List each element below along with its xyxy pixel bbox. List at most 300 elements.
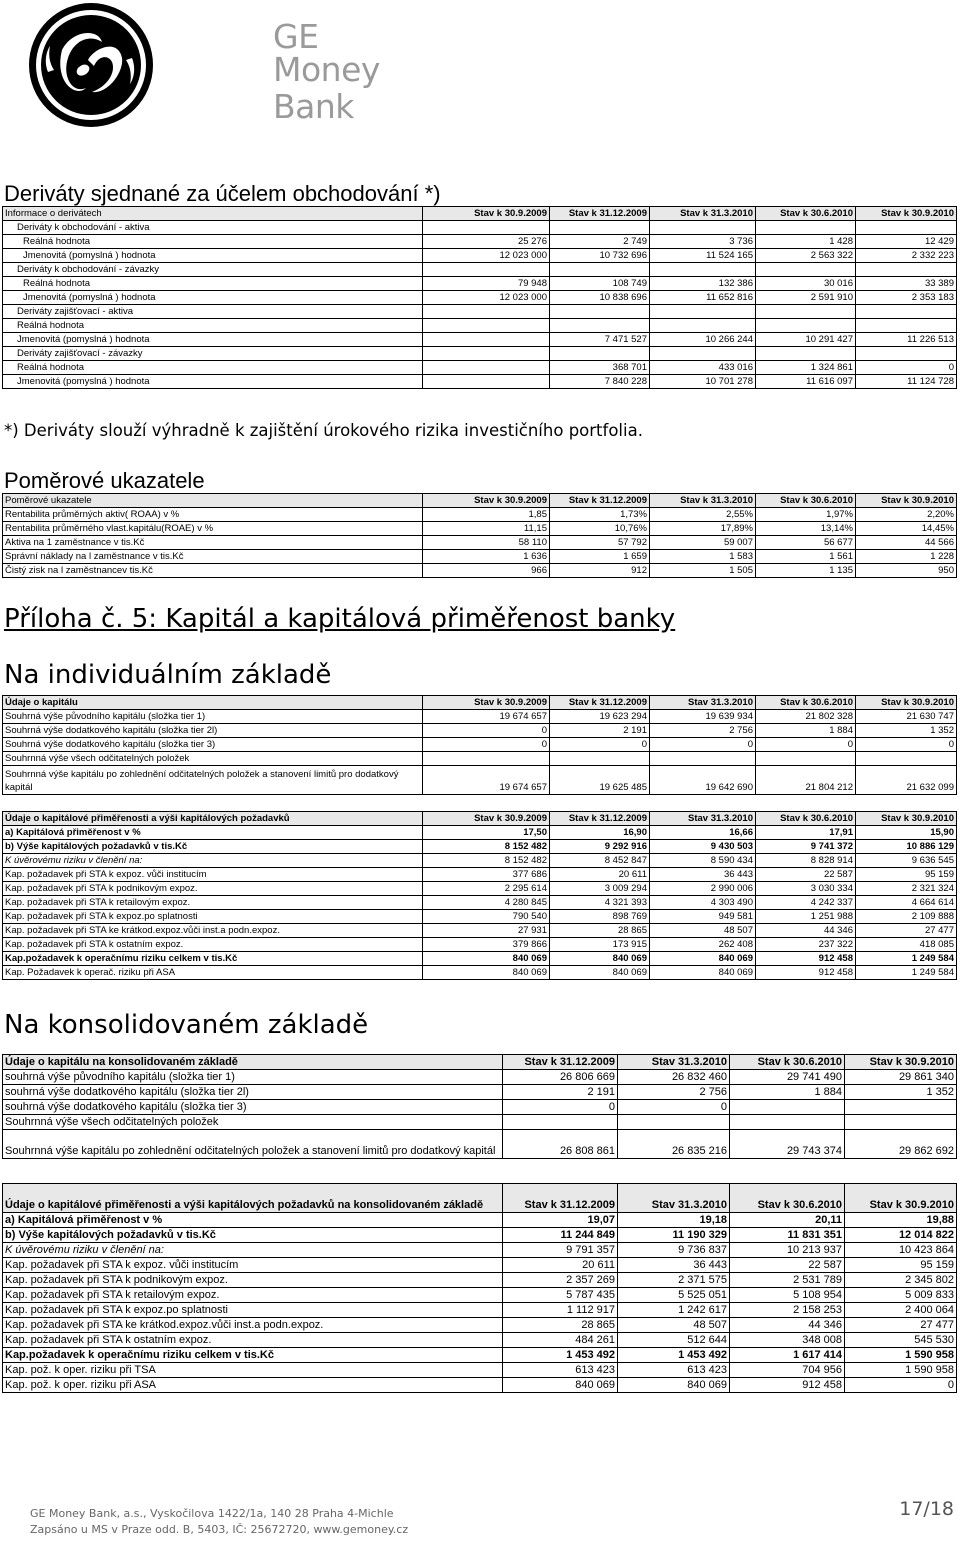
row-value: 17,89% (650, 522, 756, 536)
row-value (756, 221, 856, 235)
row-value: 418 085 (856, 938, 957, 952)
row-value: 19,88 (845, 1213, 957, 1228)
row-label: Souhrnná výše kapitálu po zohlednění odčitatelných položek a stanovení limitů pro dodatkový kapitál (3, 766, 423, 795)
row-label: Souhrná výše dodatkového kapitálu (složka tier 3) (3, 738, 423, 752)
row-value: 377 686 (423, 868, 550, 882)
table-header (3, 207, 957, 221)
row-value: 20 611 (550, 868, 650, 882)
row-value: Stav k 30.6.2010 (730, 1184, 845, 1213)
row-label: Jmenovitá (pomyslná ) hodnota (3, 249, 423, 263)
row-value: 44 566 (856, 536, 957, 550)
row-label: souhrná výše původního kapitálu (složka tier 1) (3, 1070, 503, 1085)
row-value: 1 884 (730, 1085, 845, 1100)
row-value: 19 674 657 (423, 710, 550, 724)
row-value: 1 453 492 (618, 1348, 730, 1363)
table-row (3, 1100, 957, 1115)
row-value: 1 583 (650, 550, 756, 564)
row-value: 9 736 837 (618, 1243, 730, 1258)
row-value: 29 861 340 (845, 1070, 957, 1085)
row-value: 0 (650, 738, 756, 752)
row-value: 7 471 527 (550, 333, 650, 347)
row-value: 5 787 435 (503, 1288, 618, 1303)
row-value: 27 931 (423, 924, 550, 938)
row-value: 9 636 545 (856, 854, 957, 868)
row-value: 2 756 (618, 1085, 730, 1100)
row-value: 2 400 064 (845, 1303, 957, 1318)
table-row (3, 1303, 957, 1318)
row-value: 108 749 (550, 277, 650, 291)
row-value (423, 319, 550, 333)
row-value: 8 828 914 (756, 854, 856, 868)
row-value: 912 458 (756, 952, 856, 966)
row-value (856, 305, 957, 319)
row-value: 173 915 (550, 938, 650, 952)
row-value: 9 741 372 (756, 840, 856, 854)
row-value: 9 791 357 (503, 1243, 618, 1258)
row-value: 1 249 584 (856, 952, 957, 966)
row-value: 2 345 802 (845, 1273, 957, 1288)
table-header (3, 812, 957, 826)
page-number: 17/18 (899, 1498, 954, 1520)
row-value (845, 1100, 957, 1115)
row-value: 840 069 (650, 966, 756, 980)
row-value: 12 429 (856, 235, 957, 249)
footer-address (30, 1506, 408, 1538)
row-value: 11 831 351 (730, 1228, 845, 1243)
row-value: 840 069 (423, 966, 550, 980)
row-value: 28 865 (503, 1318, 618, 1333)
row-value: 613 423 (618, 1363, 730, 1378)
row-value: 949 581 (650, 910, 756, 924)
row-value: 26 835 216 (618, 1130, 730, 1159)
row-label: Informace o derivátech (3, 207, 423, 221)
row-value (650, 752, 756, 766)
row-value: 48 507 (650, 924, 756, 938)
row-value: 2 295 614 (423, 882, 550, 896)
table-row (3, 952, 957, 966)
row-value: Stav k 30.9.2010 (856, 696, 957, 710)
row-value: Stav k 30.9.2009 (423, 494, 550, 508)
row-label: Reálná hodnota (3, 319, 423, 333)
row-value: 262 408 (650, 938, 756, 952)
row-value: 1 617 414 (730, 1348, 845, 1363)
row-value (550, 752, 650, 766)
row-value: 5 525 051 (618, 1288, 730, 1303)
row-value: Stav k 30.6.2010 (730, 1055, 845, 1070)
footer-line-1: GE Money Bank, a.s., Vyskočilova 1422/1a, 140 28 Praha 4-Michle (30, 1507, 394, 1520)
row-label: Jmenovitá (pomyslná ) hodnota (3, 375, 423, 389)
row-value: 21 802 328 (756, 710, 856, 724)
row-value (423, 221, 550, 235)
table-row (3, 1130, 957, 1159)
brand-name (273, 17, 428, 126)
row-value (845, 1115, 957, 1130)
appendix-title-text: Příloha č. 5: Kapitál a kapitálová přiměřenost banky (4, 604, 676, 634)
row-value (856, 319, 957, 333)
row-value: 0 (423, 738, 550, 752)
row-value: 1 453 492 (503, 1348, 618, 1363)
row-value: 27 477 (845, 1318, 957, 1333)
row-value: Stav k 30.6.2010 (756, 494, 856, 508)
row-value: 1 324 861 (756, 361, 856, 375)
row-value: 29 743 374 (730, 1130, 845, 1159)
row-value: Stav 31.3.2010 (650, 696, 756, 710)
row-label: Kap. požadavek při STA k expoz.po splatnosti (3, 910, 423, 924)
table-row (3, 1213, 957, 1228)
row-value: 0 (550, 738, 650, 752)
row-value: 33 389 (856, 277, 957, 291)
row-value: 19 674 657 (423, 766, 550, 795)
row-value: 36 443 (650, 868, 756, 882)
row-label: Aktiva na 1 zaměstnance v tis.Kč (3, 536, 423, 550)
table-row (3, 249, 957, 263)
table-row (3, 305, 957, 319)
row-value (423, 361, 550, 375)
row-value: 4 303 490 (650, 896, 756, 910)
row-value (503, 1115, 618, 1130)
row-value: 1 242 617 (618, 1303, 730, 1318)
capital-consolidated-table (2, 1054, 957, 1159)
row-value: 25 276 (423, 235, 550, 249)
row-value: 950 (856, 564, 957, 578)
row-value: 16,90 (550, 826, 650, 840)
row-value: 2 749 (550, 235, 650, 249)
row-value: 58 110 (423, 536, 550, 550)
row-label: Souhrnná výše všech odčitatelných položek (3, 1115, 503, 1130)
table-row (3, 840, 957, 854)
table-header (3, 696, 957, 710)
table-row (3, 896, 957, 910)
row-value: 1,97% (756, 508, 856, 522)
row-value: 48 507 (618, 1318, 730, 1333)
row-value (550, 221, 650, 235)
row-value: 912 458 (730, 1378, 845, 1393)
row-value: 379 866 (423, 938, 550, 952)
row-value: Stav k 31.12.2009 (550, 696, 650, 710)
row-label: Rentabilita průměrných aktiv( ROAA) v % (3, 508, 423, 522)
row-value: 2 191 (503, 1085, 618, 1100)
row-value: 27 477 (856, 924, 957, 938)
row-value: 26 808 861 (503, 1130, 618, 1159)
row-value: 5 009 833 (845, 1288, 957, 1303)
row-value: 1 228 (856, 550, 957, 564)
row-value: 36 443 (618, 1258, 730, 1273)
row-value (423, 263, 550, 277)
row-value: 840 069 (503, 1378, 618, 1393)
row-label: Souhrnná výše kapitálu po zohlednění odčitatelných položek a stanovení limitů pro dodatkový kapitál (3, 1130, 503, 1159)
row-value (756, 319, 856, 333)
table-row (3, 826, 957, 840)
row-label: Údaje o kapitálové přiměřenosti a výši kapitálových požadavků na konsolidovaném základě (3, 1184, 503, 1213)
table-row (3, 910, 957, 924)
row-value (423, 305, 550, 319)
section-title-derivatives: Deriváty sjednané za účelem obchodování *) (4, 181, 441, 206)
row-value: 840 069 (550, 966, 650, 980)
row-value: 14,45% (856, 522, 957, 536)
row-value: 10 266 244 (650, 333, 756, 347)
row-value (650, 347, 756, 361)
row-value: 368 701 (550, 361, 650, 375)
row-value: Stav k 31.12.2009 (550, 207, 650, 221)
row-value: Stav k 31.3.2010 (650, 494, 756, 508)
row-value: 20 611 (503, 1258, 618, 1273)
table-row (3, 1243, 957, 1258)
row-value: 2 990 006 (650, 882, 756, 896)
table-row (3, 1228, 957, 1243)
row-value: 17,50 (423, 826, 550, 840)
row-value: 4 321 393 (550, 896, 650, 910)
table-row (3, 235, 957, 249)
table-row (3, 1378, 957, 1393)
row-label: Kap. požadavek při STA k ostatním expoz. (3, 938, 423, 952)
row-value: 5 108 954 (730, 1288, 845, 1303)
row-value: 19 623 294 (550, 710, 650, 724)
row-label: K úvěrovému riziku v členění na: (3, 854, 423, 868)
row-label: Údaje o kapitálu na konsolidovaném základě (3, 1055, 503, 1070)
row-value: 1 135 (756, 564, 856, 578)
row-value: 3 009 294 (550, 882, 650, 896)
table-row (3, 724, 957, 738)
row-value: 1 505 (650, 564, 756, 578)
row-label: Kap. požadavek při STA k retailovým expoz. (3, 896, 423, 910)
row-value: 21 630 747 (856, 710, 957, 724)
row-value: 8 452 847 (550, 854, 650, 868)
table-row (3, 1115, 957, 1130)
row-value: 1 352 (845, 1085, 957, 1100)
table-header (3, 1055, 957, 1070)
bank-logo (28, 2, 428, 128)
row-value: Stav k 30.6.2010 (756, 696, 856, 710)
table-row (3, 375, 957, 389)
row-value: 11 524 165 (650, 249, 756, 263)
row-value (618, 1115, 730, 1130)
brand-line-2: Bank (273, 87, 354, 126)
row-label: Čistý zisk na l zaměstnancev tis.Kč (3, 564, 423, 578)
row-label: souhrná výše dodatkového kapitálu (složka tier 3) (3, 1100, 503, 1115)
row-value (756, 263, 856, 277)
row-value: 0 (856, 361, 957, 375)
row-value: 12 023 000 (423, 291, 550, 305)
row-value: 19 639 934 (650, 710, 756, 724)
row-value: 10,76% (550, 522, 650, 536)
row-label: Reálná hodnota (3, 277, 423, 291)
row-value (756, 305, 856, 319)
row-value (650, 221, 756, 235)
footer-line-2: Zapsáno u MS v Praze odd. B, 5403, IČ: 25672720, www.gemoney.cz (30, 1523, 409, 1536)
consolidated-basis-title: Na konsolidovaném základě (4, 1010, 369, 1040)
row-value: 484 261 (503, 1333, 618, 1348)
table-header (3, 1184, 957, 1213)
row-value: 0 (856, 738, 957, 752)
brand-line-1: GE Money (273, 17, 380, 89)
row-value: Stav k 30.9.2010 (856, 494, 957, 508)
table-row (3, 221, 957, 235)
row-value: 26 832 460 (618, 1070, 730, 1085)
row-value: 613 423 (503, 1363, 618, 1378)
row-value: 840 069 (618, 1378, 730, 1393)
row-label: Deriváty zajišťovací - aktiva (3, 305, 423, 319)
row-value: 1 249 584 (856, 966, 957, 980)
row-value: 10 701 278 (650, 375, 756, 389)
capital-individual-table (2, 695, 957, 795)
row-label: Kap. požadavek při STA k expoz. vůči institucím (3, 1258, 503, 1273)
row-value: 790 540 (423, 910, 550, 924)
row-value (550, 263, 650, 277)
row-value: Stav k 31.12.2009 (550, 494, 650, 508)
row-value: 56 677 (756, 536, 856, 550)
row-value: Stav k 30.6.2010 (756, 207, 856, 221)
row-value: 0 (756, 738, 856, 752)
row-value (550, 319, 650, 333)
row-value: 2 371 575 (618, 1273, 730, 1288)
row-value: 2 191 (550, 724, 650, 738)
row-value: 2,55% (650, 508, 756, 522)
row-value (650, 263, 756, 277)
row-value: 840 069 (550, 952, 650, 966)
row-value: 9 292 916 (550, 840, 650, 854)
row-value: 44 346 (756, 924, 856, 938)
capital-adequacy-individual-table (2, 811, 957, 980)
row-label: Deriváty k obchodování - závazky (3, 263, 423, 277)
row-value: 10 291 427 (756, 333, 856, 347)
row-value: 10 423 864 (845, 1243, 957, 1258)
row-value: 79 948 (423, 277, 550, 291)
row-value: 2 353 183 (856, 291, 957, 305)
row-value: 10 213 937 (730, 1243, 845, 1258)
table-row (3, 1333, 957, 1348)
row-value: 912 458 (756, 966, 856, 980)
table-row (3, 1363, 957, 1378)
row-label: Kap. požadavek při STA k podnikovým expoz. (3, 1273, 503, 1288)
row-value: 11,15 (423, 522, 550, 536)
row-value: Stav k 30.9.2010 (856, 207, 957, 221)
ratios-table (2, 493, 957, 578)
row-label: Kap. pož. k oper. riziku při TSA (3, 1363, 503, 1378)
derivatives-footnote: *) Deriváty slouží výhradně k zajištění úrokového rizika investičního portfolia. (4, 421, 643, 440)
row-value: 1 352 (856, 724, 957, 738)
row-label: K úvěrovému riziku v členění na: (3, 1243, 503, 1258)
row-value: 4 242 337 (756, 896, 856, 910)
row-label: souhrná výše dodatkového kapitálu (složka tier 2l) (3, 1085, 503, 1100)
row-label: Jmenovitá (pomyslná ) hodnota (3, 333, 423, 347)
row-value: 132 386 (650, 277, 756, 291)
row-value: 26 806 669 (503, 1070, 618, 1085)
row-value: 19 625 485 (550, 766, 650, 795)
row-label: Poměrové ukazatele (3, 494, 423, 508)
row-value: 29 862 692 (845, 1130, 957, 1159)
row-value (423, 375, 550, 389)
row-value: 1 659 (550, 550, 650, 564)
row-value (856, 221, 957, 235)
row-value: 4 280 845 (423, 896, 550, 910)
row-value (550, 347, 650, 361)
row-label: Kap. požadavek při STA k expoz.po splatnosti (3, 1303, 503, 1318)
row-value: 11 244 849 (503, 1228, 618, 1243)
row-value: Stav k 30.9.2009 (423, 812, 550, 826)
row-value: 20,11 (730, 1213, 845, 1228)
row-value: 8 152 482 (423, 854, 550, 868)
table-row (3, 966, 957, 980)
row-value: 1 636 (423, 550, 550, 564)
row-value (856, 752, 957, 766)
row-label: Deriváty k obchodování - aktiva (3, 221, 423, 235)
table-row (3, 564, 957, 578)
table-row (3, 361, 957, 375)
row-label: a) Kapitálová přiměřenost v % (3, 826, 423, 840)
row-value: 2 332 223 (856, 249, 957, 263)
row-value: Stav k 31.3.2010 (650, 207, 756, 221)
row-value: 840 069 (650, 952, 756, 966)
row-label: Kap. požadavek při STA ke krátkod.expoz.vůči inst.a podn.expoz. (3, 924, 423, 938)
row-value: Stav k 31.12.2009 (503, 1184, 618, 1213)
row-value: 10 838 696 (550, 291, 650, 305)
row-value: 966 (423, 564, 550, 578)
row-value (423, 347, 550, 361)
row-value: Stav k 30.9.2009 (423, 207, 550, 221)
row-value: 348 008 (730, 1333, 845, 1348)
row-label: Reálná hodnota (3, 361, 423, 375)
table-row (3, 868, 957, 882)
row-label: Rentabilita průměrného vlast.kapitálu(ROAE) v % (3, 522, 423, 536)
row-value: 95 159 (856, 868, 957, 882)
row-value: 840 069 (423, 952, 550, 966)
row-value: 9 430 503 (650, 840, 756, 854)
table-row (3, 291, 957, 305)
row-value: 512 644 (618, 1333, 730, 1348)
row-value: 11 616 097 (756, 375, 856, 389)
table-row (3, 1070, 957, 1085)
row-value: 2 357 269 (503, 1273, 618, 1288)
row-label: Údaje o kapitálu (3, 696, 423, 710)
row-value: 2,20% (856, 508, 957, 522)
row-value (423, 333, 550, 347)
row-label: Souhrná výše dodatkového kapitálu (složka tier 2l) (3, 724, 423, 738)
row-label: b) Výše kapitálových požadavků v tis.Kč (3, 840, 423, 854)
row-value: Stav k 30.9.2009 (423, 696, 550, 710)
row-value: 1 428 (756, 235, 856, 249)
row-value: 1 884 (756, 724, 856, 738)
table-row (3, 347, 957, 361)
table-row (3, 1273, 957, 1288)
row-value: 1,85 (423, 508, 550, 522)
row-value: 95 159 (845, 1258, 957, 1273)
row-value: 3 736 (650, 235, 756, 249)
individual-basis-title: Na individuálním základě (4, 660, 332, 690)
row-value: 1 112 917 (503, 1303, 618, 1318)
row-value: 17,91 (756, 826, 856, 840)
row-value: 59 007 (650, 536, 756, 550)
row-label: Deriváty zajišťovací - závazky (3, 347, 423, 361)
row-label: Kap. požadavek při STA k retailovým expoz. (3, 1288, 503, 1303)
table-header (3, 494, 957, 508)
row-value (756, 347, 856, 361)
row-value: 21 804 212 (756, 766, 856, 795)
capital-adequacy-consolidated-table (2, 1183, 957, 1393)
table-row (3, 766, 957, 795)
row-value: 7 840 228 (550, 375, 650, 389)
row-value: 8 152 482 (423, 840, 550, 854)
row-value: Stav k 30.9.2010 (856, 812, 957, 826)
table-row (3, 522, 957, 536)
table-row (3, 508, 957, 522)
row-value: 12 014 822 (845, 1228, 957, 1243)
row-value: 28 865 (550, 924, 650, 938)
row-value: 10 732 696 (550, 249, 650, 263)
row-value: Stav k 30.9.2010 (845, 1184, 957, 1213)
table-row (3, 263, 957, 277)
row-value: 912 (550, 564, 650, 578)
row-value: 0 (845, 1378, 957, 1393)
